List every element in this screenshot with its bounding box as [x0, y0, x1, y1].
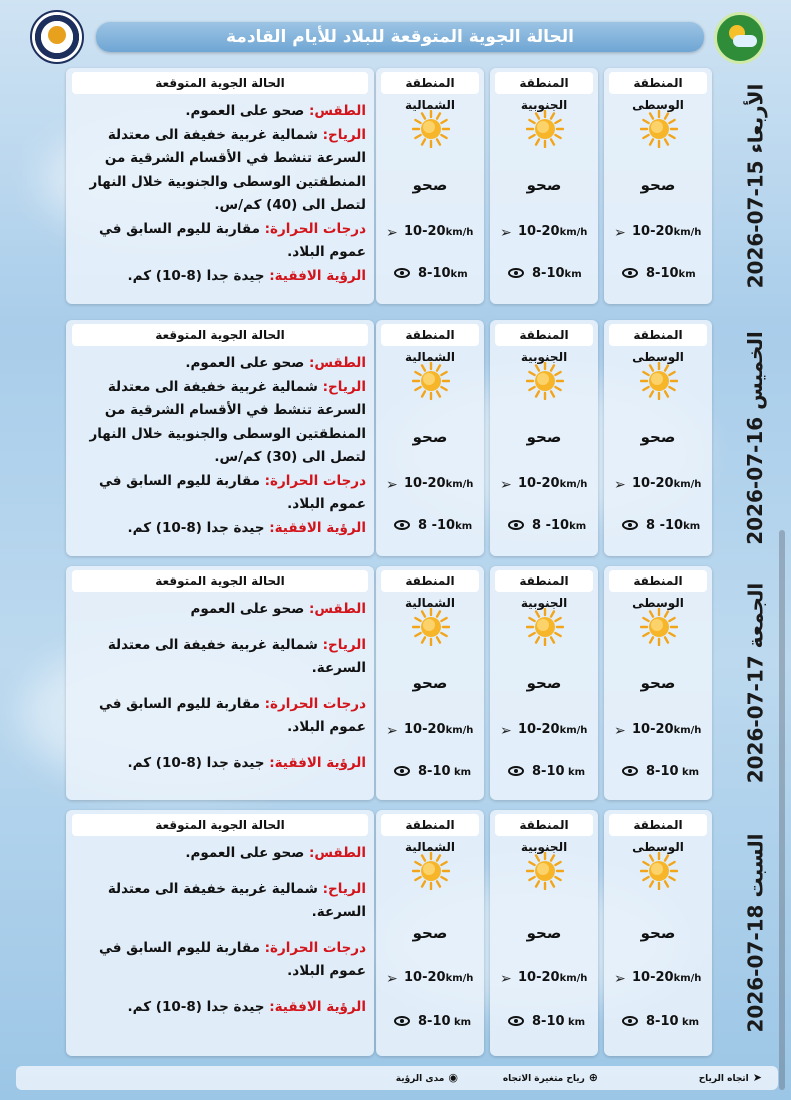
- sun-icon: [640, 852, 678, 890]
- region-card: [376, 320, 484, 556]
- variable-wind-icon: ⊕: [588, 1071, 598, 1084]
- forecast-heading: الحالة الجوية المتوقعة: [72, 570, 368, 592]
- sun-icon: [640, 362, 678, 400]
- wind-line: الرياح: شمالية غربية خفيفة الى معتدلة السرعة تنشط في الأقسام الشرقية من المنطقتين الوسطى والجنوبية خلال النهار لتصل الى (30) كم/س.: [89, 378, 366, 465]
- condition-text: صحو: [412, 176, 448, 194]
- wind-arrow-icon: ➢: [614, 723, 626, 739]
- region-card: [376, 810, 484, 1056]
- forecast-heading: الحالة الجوية المتوقعة: [72, 324, 368, 346]
- visibility-unit: km: [564, 269, 582, 280]
- visibility-value: 8-10: [646, 266, 679, 281]
- eye-icon: [394, 268, 410, 278]
- wind-line: الرياح: شمالية غربية خفيفة الى معتدلة السرعة تنشط في الأقسام الشرقية من المنطقتين الوسطى والجنوبية خلال النهار لتصل الى (40) كم/س.: [89, 126, 366, 213]
- visibility-line: الرؤية الافقية: جيدة جدا (8-10) كم.: [127, 754, 366, 771]
- meteorological-authority-logo: [30, 10, 84, 64]
- region-card: [490, 810, 598, 1056]
- scrollbar[interactable]: [779, 530, 785, 1090]
- sun-icon: [640, 110, 678, 148]
- weather-line: الطقس: صحو على العموم.: [185, 103, 366, 119]
- eye-icon: [622, 1016, 638, 1026]
- wind-arrow-icon: ➢: [386, 723, 398, 739]
- day-section: [6, 564, 785, 802]
- day-section: [6, 808, 785, 1058]
- day-label-text: الجمعة 17-07-2026: [743, 582, 767, 784]
- day-section: [6, 318, 785, 558]
- weather-logo-icon: [714, 12, 766, 64]
- wind-arrow-icon: ➢: [614, 225, 626, 241]
- condition-text: صحو: [640, 674, 676, 692]
- day-label: [724, 564, 786, 802]
- region-card: [604, 68, 712, 304]
- wind-line: الرياح: شمالية غربية خفيفة الى معتدلة السرعة.: [107, 636, 366, 676]
- wind-arrow-icon: ➤: [752, 1071, 762, 1084]
- sun-icon: [412, 852, 450, 890]
- visibility-value: 8 -10: [418, 518, 456, 533]
- wind-value: 10-20: [404, 970, 446, 985]
- condition-text: صحو: [412, 674, 448, 692]
- forecast-text: [66, 836, 374, 1019]
- visibility-unit: km: [564, 1017, 586, 1028]
- sun-icon: [412, 608, 450, 646]
- wind-unit: km/h: [559, 725, 588, 736]
- sun-icon: [526, 362, 564, 400]
- wind-arrow-icon: ➢: [614, 971, 626, 987]
- wind-unit: km/h: [445, 479, 474, 490]
- visibility-value: 8-10: [418, 266, 451, 281]
- visibility-unit: km: [450, 767, 472, 778]
- region-name: المنطقة الجنوبية: [495, 814, 593, 836]
- forecast-text-box: [66, 68, 374, 304]
- eye-icon: [622, 766, 638, 776]
- wind-unit: km/h: [673, 227, 702, 238]
- visibility-unit: km: [678, 767, 700, 778]
- region-name: المنطقة الوسطى: [609, 72, 707, 94]
- wind-arrow-icon: ➢: [500, 477, 512, 493]
- wind-value: 10-20: [404, 476, 446, 491]
- sun-icon: [412, 362, 450, 400]
- eye-icon: [622, 520, 638, 530]
- forecast-heading: الحالة الجوية المتوقعة: [72, 814, 368, 836]
- region-card: [376, 566, 484, 800]
- wind-arrow-icon: ➢: [614, 477, 626, 493]
- temperature-line: درجات الحرارة: مقاربة لليوم السابق في عموم البلاد.: [98, 472, 366, 512]
- wind-value: 10-20: [518, 224, 560, 239]
- wind-unit: km/h: [673, 479, 702, 490]
- wind-unit: km/h: [445, 227, 474, 238]
- header: [6, 4, 785, 66]
- region-name: المنطقة الوسطى: [609, 570, 707, 592]
- forecast-text-box: [66, 566, 374, 800]
- visibility-value: 8-10: [418, 1014, 451, 1029]
- wind-arrow-icon: ➢: [386, 225, 398, 241]
- visibility-line: الرؤية الافقية: جيدة جدا (8-10) كم.: [127, 267, 366, 284]
- forecast-heading: الحالة الجوية المتوقعة: [72, 72, 368, 94]
- wind-arrow-icon: ➢: [500, 723, 512, 739]
- wind-arrow-icon: ➢: [386, 971, 398, 987]
- wind-unit: km/h: [445, 973, 474, 984]
- visibility-unit: km: [678, 1017, 700, 1028]
- temperature-line: درجات الحرارة: مقاربة لليوم السابق في عموم البلاد.: [98, 220, 366, 260]
- region-name: المنطقة الجنوبية: [495, 324, 593, 346]
- eye-icon: [622, 268, 638, 278]
- condition-text: صحو: [412, 428, 448, 446]
- page-title: الحالة الجوية المتوقعة للبلاد للأيام القادمة: [96, 22, 704, 52]
- sun-icon: [412, 110, 450, 148]
- day-label: [724, 318, 786, 558]
- condition-text: صحو: [526, 428, 562, 446]
- eye-icon: [508, 1016, 524, 1026]
- condition-text: صحو: [412, 924, 448, 942]
- region-name: المنطقة الشمالية: [381, 814, 479, 836]
- forecast-text: [66, 592, 374, 775]
- condition-text: صحو: [526, 674, 562, 692]
- sun-icon: [526, 608, 564, 646]
- eye-icon: [394, 520, 410, 530]
- wind-value: 10-20: [518, 970, 560, 985]
- wind-unit: km/h: [559, 227, 588, 238]
- visibility-unit: km: [683, 521, 701, 532]
- wind-value: 10-20: [632, 722, 674, 737]
- legend-wind-direction: ➤اتجاه الرياح: [698, 1071, 762, 1084]
- region-card: [490, 320, 598, 556]
- condition-text: صحو: [640, 176, 676, 194]
- eye-icon: [508, 520, 524, 530]
- weather-line: الطقس: صحو على العموم.: [185, 845, 366, 861]
- wind-unit: km/h: [673, 725, 702, 736]
- day-label-text: الأربعاء 15-07-2026: [743, 83, 767, 289]
- region-name: المنطقة الوسطى: [609, 814, 707, 836]
- region-card: [490, 566, 598, 800]
- visibility-value: 8-10: [532, 266, 565, 281]
- visibility-value: 8 -10: [532, 518, 570, 533]
- wind-unit: km/h: [559, 973, 588, 984]
- wind-line: الرياح: شمالية غربية خفيفة الى معتدلة السرعة.: [107, 880, 366, 920]
- visibility-value: 8 -10: [646, 518, 684, 533]
- condition-text: صحو: [526, 176, 562, 194]
- region-name: المنطقة الشمالية: [381, 72, 479, 94]
- wind-value: 10-20: [632, 476, 674, 491]
- eye-icon: [508, 766, 524, 776]
- temperature-line: درجات الحرارة: مقاربة لليوم السابق في عموم البلاد.: [98, 939, 366, 979]
- region-name: المنطقة الجنوبية: [495, 570, 593, 592]
- wind-arrow-icon: ➢: [500, 225, 512, 241]
- wind-value: 10-20: [404, 722, 446, 737]
- visibility-value: 8-10: [418, 764, 451, 779]
- wind-unit: km/h: [559, 479, 588, 490]
- visibility-unit: km: [564, 767, 586, 778]
- eye-icon: ◉: [448, 1071, 458, 1084]
- eye-icon: [394, 766, 410, 776]
- region-name: المنطقة الشمالية: [381, 570, 479, 592]
- eye-icon: [508, 268, 524, 278]
- visibility-value: 8-10: [532, 1014, 565, 1029]
- sun-icon: [526, 110, 564, 148]
- day-label-text: الخميس 16-07-2026: [743, 331, 768, 545]
- eye-icon: [394, 1016, 410, 1026]
- legend: [16, 1066, 778, 1090]
- condition-text: صحو: [640, 924, 676, 942]
- day-label: [724, 808, 786, 1058]
- wind-value: 10-20: [632, 970, 674, 985]
- day-section: [6, 66, 785, 306]
- visibility-value: 8-10: [646, 1014, 679, 1029]
- wind-value: 10-20: [518, 722, 560, 737]
- weather-line: الطقس: صحو على العموم.: [185, 355, 366, 371]
- forecast-text: [66, 94, 374, 288]
- visibility-unit: km: [450, 1017, 472, 1028]
- visibility-line: الرؤية الافقية: جيدة جدا (8-10) كم.: [127, 519, 366, 536]
- wind-unit: km/h: [445, 725, 474, 736]
- wind-value: 10-20: [404, 224, 446, 239]
- temperature-line: درجات الحرارة: مقاربة لليوم السابق في عموم البلاد.: [98, 695, 366, 735]
- visibility-line: الرؤية الافقية: جيدة جدا (8-10) كم.: [127, 998, 366, 1015]
- day-label: [724, 66, 786, 306]
- visibility-value: 8-10: [532, 764, 565, 779]
- legend-visibility: ◉مدى الرؤية: [395, 1071, 458, 1084]
- condition-text: صحو: [526, 924, 562, 942]
- visibility-unit: km: [678, 269, 696, 280]
- forecast-text-box: [66, 810, 374, 1056]
- region-name: المنطقة الجنوبية: [495, 72, 593, 94]
- wind-value: 10-20: [518, 476, 560, 491]
- visibility-value: 8-10: [646, 764, 679, 779]
- region-card: [604, 320, 712, 556]
- weather-line: الطقس: صحو على العموم: [190, 601, 366, 617]
- legend-variable-wind: ⊕رياح متغيرة الاتجاه: [502, 1071, 598, 1084]
- region-name: المنطقة الوسطى: [609, 324, 707, 346]
- forecast-text: [66, 346, 374, 540]
- wind-arrow-icon: ➢: [386, 477, 398, 493]
- region-card: [376, 68, 484, 304]
- forecast-text-box: [66, 320, 374, 556]
- sun-icon: [640, 608, 678, 646]
- condition-text: صحو: [640, 428, 676, 446]
- region-card: [490, 68, 598, 304]
- wind-arrow-icon: ➢: [500, 971, 512, 987]
- visibility-unit: km: [455, 521, 473, 532]
- visibility-unit: km: [569, 521, 587, 532]
- visibility-unit: km: [450, 269, 468, 280]
- wind-value: 10-20: [632, 224, 674, 239]
- wind-unit: km/h: [673, 973, 702, 984]
- sun-icon: [526, 852, 564, 890]
- region-card: [604, 566, 712, 800]
- day-label-text: السبت 18-07-2026: [743, 833, 767, 1033]
- region-card: [604, 810, 712, 1056]
- region-name: المنطقة الشمالية: [381, 324, 479, 346]
